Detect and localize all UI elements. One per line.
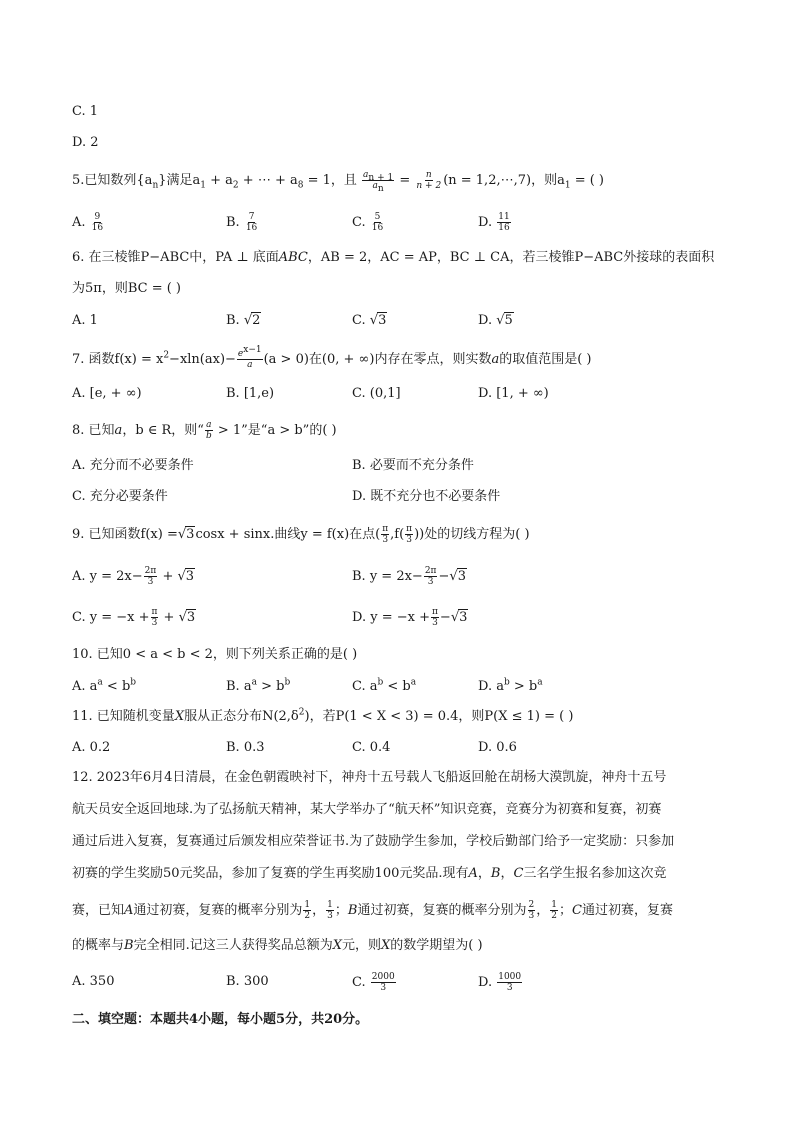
q11-option-a[interactable]: A. 0.2 — [72, 740, 111, 755]
q5-option-c[interactable]: C. $\frac{5}{16}$ — [352, 212, 384, 233]
option-d-prev: D. 2 — [72, 135, 99, 150]
q9-option-c[interactable]: C. y = −x + $\frac{\pi}{3}$ + √3 — [72, 607, 196, 628]
q6-option-c[interactable]: C. √3 — [352, 313, 387, 328]
q9-option-b[interactable]: B. y = 2x− $\frac{2\pi}{3}$ −√3 — [352, 566, 466, 587]
q6-option-a[interactable]: A. 1 — [72, 313, 98, 328]
q5-option-b[interactable]: B. $\frac{7}{16}$ — [226, 212, 258, 233]
question-12-line2: 航天员安全返回地球.为了弘扬航天精神，某大学举办了“航天杯”知识竞赛，竞赛分为初赛和复赛，初赛 — [72, 802, 662, 817]
q11-option-c[interactable]: C. 0.4 — [352, 740, 391, 755]
q7-option-d[interactable]: D. [1, + ∞) — [478, 386, 549, 401]
q8-option-c[interactable]: C. 充分必要条件 — [72, 489, 168, 504]
question-6-line1: 6. 在三棱锥P−ABC中，PA ⊥ 底面ABC，AB = 2，AC = AP，BC ⊥ CA，若三棱锥P−ABC外接球的表面积 — [72, 250, 715, 265]
q11-option-b[interactable]: B. 0.3 — [226, 740, 265, 755]
q7-option-b[interactable]: B. [1,e) — [226, 386, 275, 401]
q5-option-d[interactable]: D. $\frac{11}{16}$ — [478, 212, 510, 233]
q7-option-c[interactable]: C. (0,1] — [352, 386, 401, 401]
q6-option-d[interactable]: D. √5 — [478, 313, 513, 328]
rhs-fraction: $\frac{n}{n + 2}$ — [416, 170, 442, 191]
q10-option-b[interactable]: B. $a^a > b^b$ — [226, 677, 291, 694]
question-12-line4: 初赛的学生奖励50元奖品，参加了复赛的学生再奖励100元奖品.现有A，B，C三名学生报名参加这次竞 — [72, 866, 667, 881]
question-10-stem: 10. 已知0 < a < b < 2，则下列关系正确的是( ) — [72, 647, 358, 662]
q7-option-a[interactable]: A. [e, + ∞) — [72, 386, 142, 401]
question-11-stem: 11. 已知随机变量X服从正态分布$N(2,\delta^2)$，若P(1 < X < 3) = 0.4，则P(X ≤ 1) = ( ) — [72, 707, 574, 724]
q10-option-c[interactable]: C. $a^b < b^a$ — [352, 677, 417, 694]
q8-option-b[interactable]: B. 必要而不充分条件 — [352, 458, 474, 473]
question-5-stem: 5.已知数列$\{a_n\}$满足$a_1 + a_2$ + ⋯ + $a_8 = 1$，且 $\frac{a_{n + 1}}{a_n}$ = $\frac{n}{n + 2}$ (n = 1,2,⋯,7)，则$a_1$ = ( ) — [72, 170, 604, 194]
q12-option-d[interactable]: D. $\frac{1000}{3}$ — [478, 972, 522, 993]
question-8-stem: 8. 已知a，b ∈ R，则“ $\frac{a}{b}$ > 1”是“a > b”的( ) — [72, 420, 337, 441]
q12-option-a[interactable]: A. 350 — [72, 974, 115, 989]
q10-option-d[interactable]: D. $a^b > b^a$ — [478, 677, 543, 694]
ratio-fraction: $\frac{a_{n + 1}}{a_n}$ — [363, 170, 394, 194]
question-12-line5: 赛，已知A通过初赛，复赛的概率分别为 $\frac{1}{2}$ ， $\frac{1}{3}$ ；B通过初赛，复赛的概率分别为 $\frac{2}{3}$ ， $\frac{1}{2}$ ；C通过初赛，复赛 — [72, 900, 673, 921]
question-12-line6: 的概率与B完全相同.记这三人获得奖品总额为X元，则X的数学期望为( ) — [72, 938, 483, 953]
q8-option-d[interactable]: D. 既不充分也不必要条件 — [352, 489, 501, 504]
question-6-line2: 为5π，则BC = ( ) — [72, 281, 181, 296]
q12-option-c[interactable]: C. $\frac{2000}{3}$ — [352, 972, 395, 993]
question-12-line1: 12. 2023年6月4日清晨，在金色朝霞映衬下，神舟十五号载人飞船返回舱在胡杨大漠凯旋，神舟十五号 — [72, 770, 667, 785]
question-12-line3: 通过后进入复赛，复赛通过后颁发相应荣誉证书.为了鼓励学生参加，学校后勤部门给予一定奖励：只参加 — [72, 834, 675, 849]
q8-option-a[interactable]: A. 充分而不必要条件 — [72, 458, 194, 473]
question-9-stem: 9. 已知函数f(x) =√3cosx + sinx.曲线y = f(x)在点( $\frac{\pi}{3}$ ,f( $\frac{\pi}{3}$ ))处的切线方程为( ) — [72, 524, 530, 545]
q9-option-a[interactable]: A. y = 2x− $\frac{2\pi}{3}$ + √3 — [72, 566, 195, 587]
q6-option-b[interactable]: B. √2 — [226, 313, 261, 328]
question-7-stem: 7. 函数$f(x) = x^2-xln(ax)-$ $\frac{e^{x-1}}{a}$ (a > 0)在(0, + ∞)内存在零点，则实数a的取值范围是( ) — [72, 345, 592, 370]
q10-option-a[interactable]: A. $a^a < b^b$ — [72, 677, 137, 694]
q9-option-d[interactable]: D. y = −x + $\frac{\pi}{3}$ −√3 — [352, 607, 468, 628]
q11-option-d[interactable]: D. 0.6 — [478, 740, 517, 755]
option-c-prev: C. 1 — [72, 104, 99, 119]
section-2-heading: 二、填空题：本题共4小题，每小题5分，共20分。 — [72, 1012, 369, 1027]
q5-option-a[interactable]: A. $\frac{9}{16}$ — [72, 212, 104, 233]
q12-option-b[interactable]: B. 300 — [226, 974, 269, 989]
